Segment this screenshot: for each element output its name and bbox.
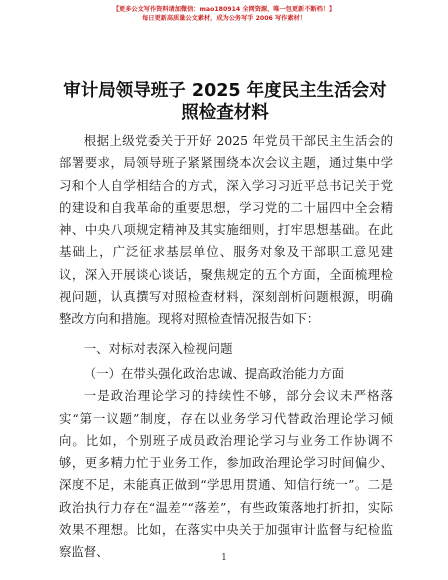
banner-line-2: 每日更新高质量公文素材，成为公务写手 2006 写作素材！ — [142, 15, 306, 22]
banner-line-1: 【更多公文写作资料请加微信：mao180914 全网资源，唯一包更新不断档！】 — [112, 6, 336, 13]
document-title: 审计局领导班子 2025 年度民主生活会对照检查材料 — [63, 81, 387, 123]
section-heading: 一、对标对表深入检视问题 — [83, 340, 233, 356]
body-paragraph: 一是政治理论学习的持续性不够，部分会议未严格落实“第一议题”制度，存在以业务学习代替政治理论学习倾向。比如，个别班子成员政治理论学习与业务工作协调不够，更多精力忙于业务工作，参加政治理论学习时间偏少、深度不足，未能真正做到“学思用贯通、知信行统一”。二是政治执行力存在“温差”“落差”，有些政策落地打折扣，实际效果不理想。比如，在落实中央关于加强审计监督与纪检监察监督、 — [59, 388, 393, 560]
subsection-heading: （一）在带头强化政治忠诚、提高政治能力方面 — [83, 365, 344, 381]
intro-paragraph: 根据上级党委关于开好 2025 年党员干部民主生活会的部署要求，局领导班子紧紧围绕本次会议主题，通过集中学习和个人自学相结合的方式，深入学习习近平总书记关于党的建设和自我革命的重要思想，学习党的二十届四中全会精神、中央八项规定精神及其实施细则，打牢思想基础。在此基础上，广泛征求基层单位、服务对象及干部职工意见建议，深入开展谈心谈话，聚焦规定的五个方面，全面梳理检视问题，认真撰写对照检查材料，深刻剖析问题根源，明确整改方向和措施。现将对照检查情况报告如下： — [59, 133, 393, 327]
document-body — [59, 130, 393, 564]
page-number: 1 — [221, 553, 227, 563]
header-banner — [0, 5, 448, 23]
